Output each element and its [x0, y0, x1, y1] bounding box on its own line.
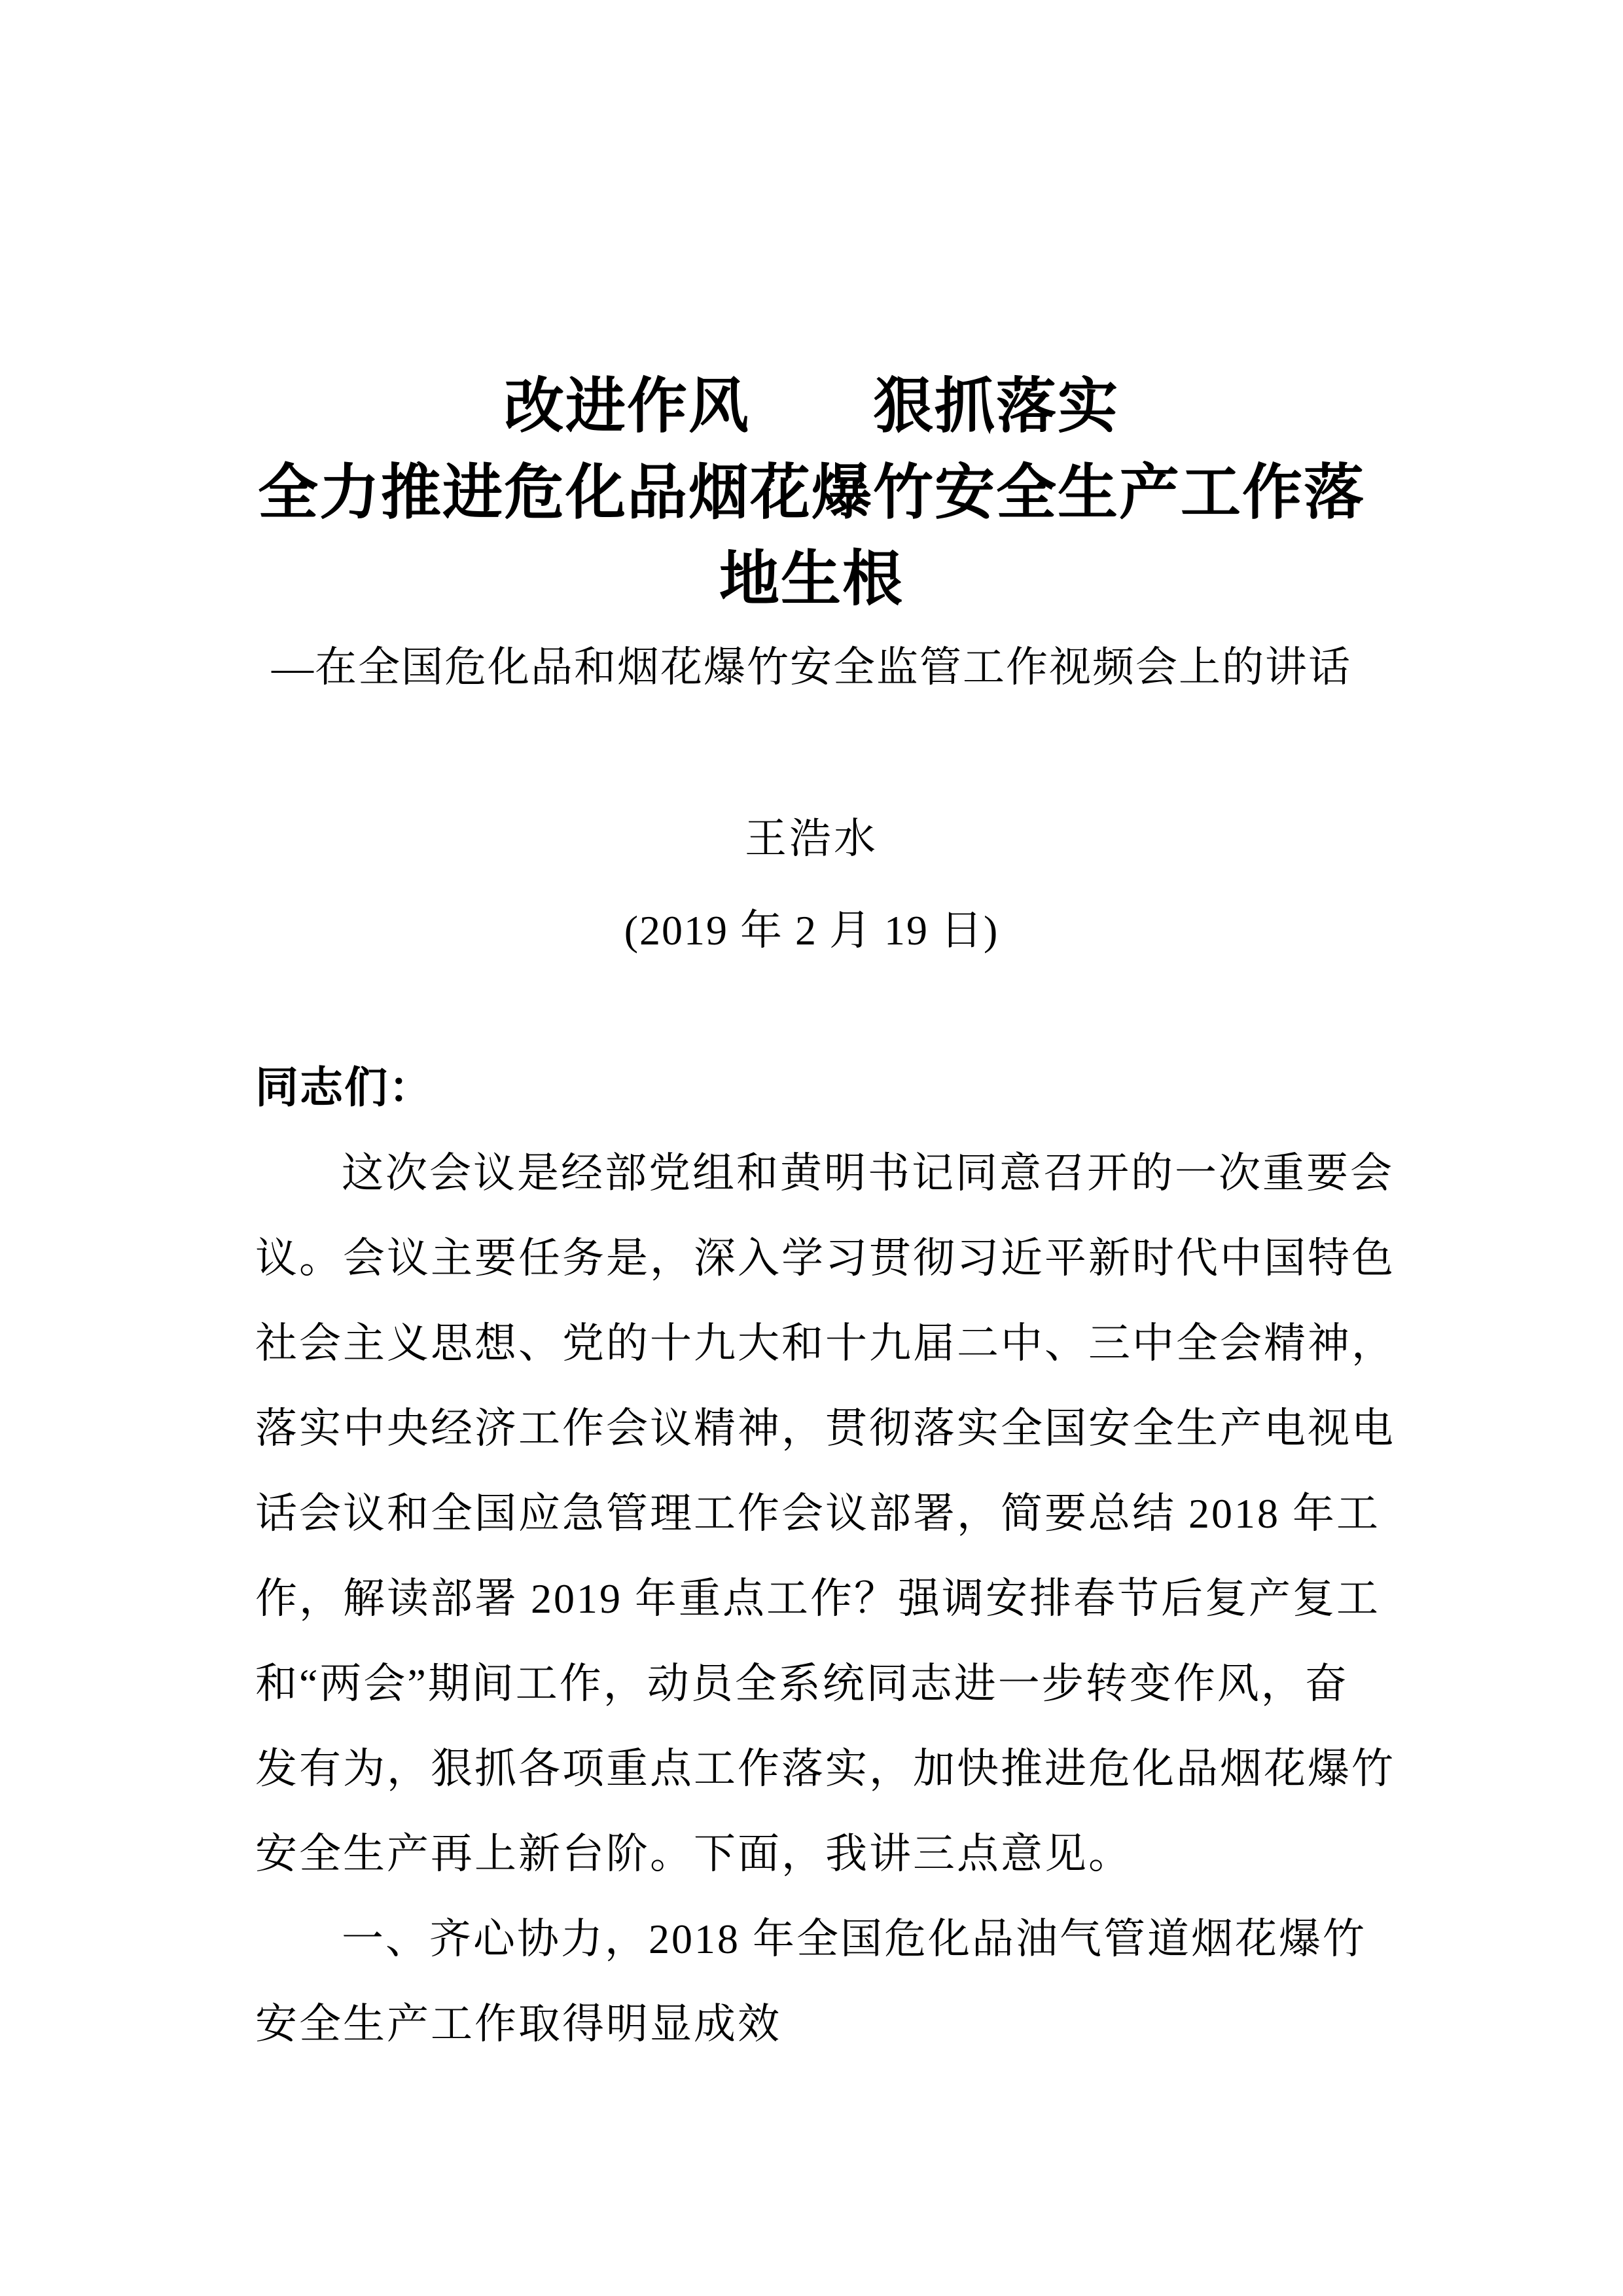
paragraph-1-line: 话会议和全国应急管理工作会议部署，简要总结 2018 年工: [255, 1490, 1380, 1537]
section-1-heading-line: 一、齐心协力，2018 年全国危化品油气管道烟花爆竹: [342, 1916, 1366, 1962]
paragraph-1: [255, 1131, 1395, 1897]
speech-date: (2019 年 2 月 19 日): [624, 907, 999, 954]
author-name: 王浩水: [745, 816, 878, 862]
section-1-heading: [255, 1897, 1368, 2067]
salutation: 同志们：: [255, 1064, 433, 1112]
paragraph-1-line: 安全生产再上新台阶。下面，我讲三点意见。: [255, 1831, 1132, 1877]
paragraph-1-line: 发有为，狠抓各项重点工作落实，加快推进危化品烟花爆竹: [255, 1746, 1395, 1792]
paragraph-1-line: 和“两会”期间工作，动员全系统同志进一步转变作风，奋: [255, 1660, 1349, 1707]
paragraph-1-line: 落实中央经济工作会议精神，贯彻落实全国安全生产电视电: [255, 1405, 1395, 1452]
section-1-heading-line: 安全生产工作取得明显成效: [255, 2001, 781, 2047]
document-title: [255, 363, 1368, 622]
document-subtitle: —在全国危化品和烟花爆竹安全监管工作视频会上的讲话: [272, 644, 1351, 691]
paragraph-1-line: 议。会议主要任务是，深入学习贯彻习近平新时代中国特色: [255, 1235, 1395, 1282]
title-line-2: 全力推进危化品烟花爆竹安全生产工作落: [257, 459, 1365, 526]
paragraph-1-line: 作，解读部署 2019 年重点工作？强调安排春节后复产复工: [255, 1575, 1380, 1622]
paragraph-1-line: 社会主义思想、党的十九大和十九届二中、三中全会精神，: [255, 1320, 1395, 1367]
title-line-3: 地生根: [719, 546, 904, 613]
title-line-1: 改进作风 狠抓落实: [503, 373, 1119, 440]
paragraph-1-line: 这次会议是经部党组和黄明书记同意召开的一次重要会: [342, 1150, 1394, 1196]
